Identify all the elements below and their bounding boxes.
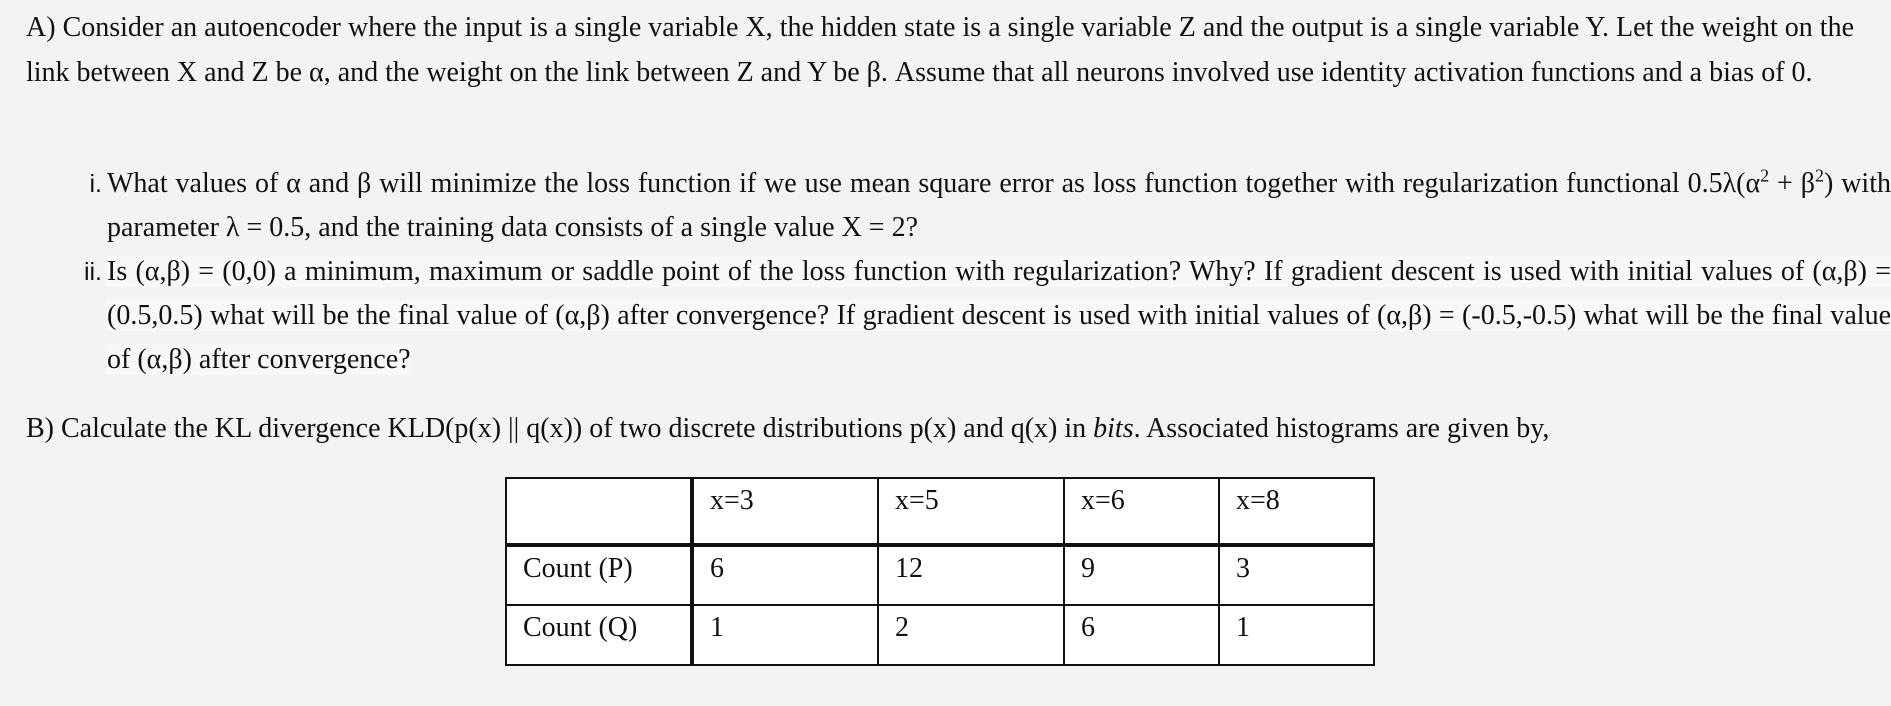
- table-cell: 9: [1064, 545, 1219, 605]
- table-row-label: Count (P): [506, 545, 692, 605]
- item-i-text-1: What values of α and β will minimize the loss function if we use mean square error as loss function together with regularization functional 0.5λ(α: [107, 168, 1761, 199]
- table-header-cell: [506, 478, 692, 545]
- item-i-sup-2: 2: [1814, 165, 1824, 186]
- part-a-intro-text: A) Consider an autoencoder where the input is a single variable X, the hidden state is a single variable Z and the output is a single variable Y. Let the weight on the link between X and Z be α, and the weight on the link between Z and Y be β. Assume that all neurons involved use identity activation functions and a bias of 0.: [26, 12, 1854, 88]
- list-marker-ii: ii.: [83, 258, 102, 286]
- table-cell: 2: [878, 605, 1064, 665]
- table-row-label: Count (Q): [506, 605, 692, 665]
- table-header-cell: x=3: [692, 478, 878, 545]
- part-b-text-pre: B) Calculate the KL divergence KLD(p(x) || q(x)) of two discrete distributions p(x) and q(x) in: [26, 413, 1094, 444]
- table-header-cell: x=6: [1064, 478, 1219, 545]
- item-ii-text: Is (α,β) = (0,0) a minimum, maximum or saddle point of the loss function with regularization? Why? If gradient descent is used with initial values of (α,β) = (0.5,0.5) what will be the final value of (α,β) after convergence? If gradient descent is used with initial values of (α,β) = (-0.5,-0.5) what will be the final value of (α,β) after convergence?: [107, 256, 1891, 375]
- part-a-intro: [26, 6, 1854, 95]
- list-marker-i: i.: [89, 170, 102, 198]
- table-cell: 3: [1219, 545, 1374, 605]
- table-header-cell: x=5: [878, 478, 1064, 545]
- table-cell: 1: [1219, 605, 1374, 665]
- table-cell: 6: [1064, 605, 1219, 665]
- item-i-sup-1: 2: [1760, 165, 1770, 186]
- table-header-row: [506, 478, 1374, 545]
- table-cell: 12: [878, 545, 1064, 605]
- question-item-ii: [70, 250, 1891, 382]
- table-row: [506, 545, 1374, 605]
- question-item-i: [70, 162, 1891, 250]
- part-b-text-post: . Associated histograms are given by,: [1133, 413, 1550, 444]
- table-cell: 1: [692, 605, 878, 665]
- table-cell: 6: [692, 545, 878, 605]
- part-b-text: [26, 407, 1854, 452]
- part-b-text-em: bits: [1093, 413, 1134, 444]
- item-i-text-3: ) with parameter λ = 0.5, and the training data consists of a single value X = 2?: [107, 168, 1891, 243]
- table-row: [506, 605, 1374, 665]
- table-header-cell: x=8: [1219, 478, 1374, 545]
- item-i-text-2: + β: [1769, 168, 1815, 199]
- histogram-table: [505, 477, 1375, 666]
